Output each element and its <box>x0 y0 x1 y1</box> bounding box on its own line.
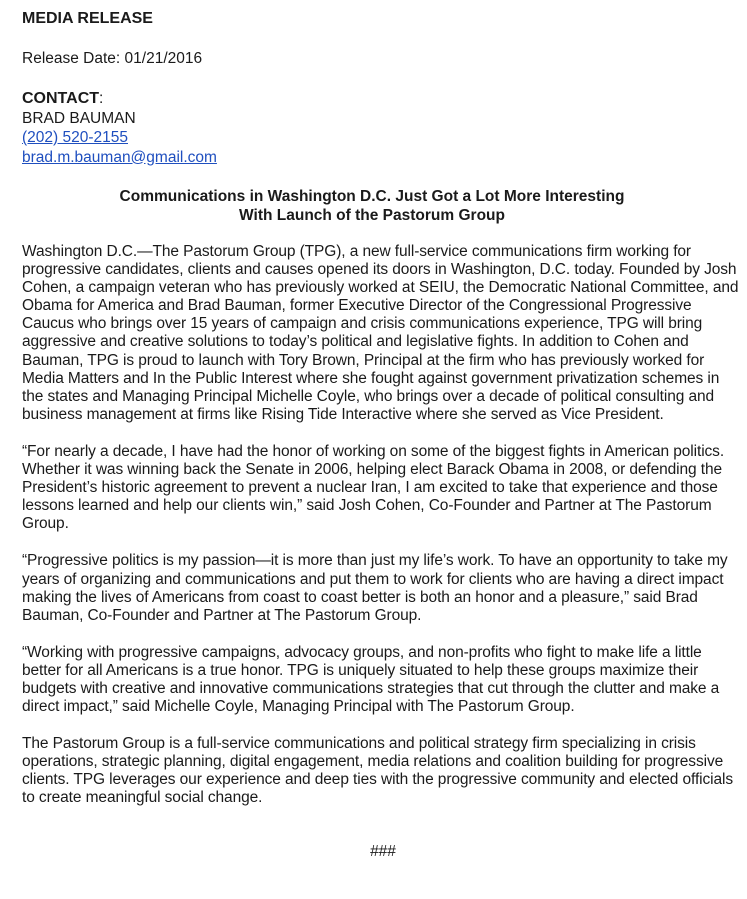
body-paragraph-cohen-quote: “For nearly a decade, I have had the honor of working on some of the biggest fights in American politics. Whether it was winning back the Senate in 2006, helping elect Barack Obama in 2008, or defending the President’s historic agreement to prevent a nuclear Iran, I am excited to take that experience and those lessons learned and help our clients win,” said Josh Cohen, Co-Founder and Partner at The Pastorum Group. <box>22 442 725 533</box>
contact-email-link[interactable]: brad.m.bauman@gmail.com <box>22 148 217 166</box>
body-paragraph-coyle-quote: “Working with progressive campaigns, advocacy groups, and non-profits who fight to make life a little better for all Americans is a true honor. TPG is uniquely situated to help these groups maximize their budgets with creative and innovative communications strategies that cut through the clutter and make a direct impact,” said Michelle Coyle, Managing Principal with The Pastorum Group. <box>22 643 720 716</box>
headline-line-2: With Launch of the Pastorum Group <box>239 207 505 224</box>
end-mark: ### <box>370 842 396 860</box>
contact-block <box>22 89 744 167</box>
media-release-label: MEDIA RELEASE <box>22 10 153 27</box>
contact-colon: : <box>99 90 104 107</box>
contact-phone-line <box>22 128 744 148</box>
body-paragraph-bauman-quote: “Progressive politics is my passion—it is more than just my life’s work. To have an opportunity to take my years of organizing and communications and put them to work for clients who are having a direct impact making the lives of Americans from coast to coast better is both an honor and a pleasure,” said Brad Bauman, Co-Founder and Partner at The Pastorum Group. <box>22 552 728 624</box>
media-release-document <box>22 9 744 861</box>
contact-phone-link[interactable]: (202) 520-2155 <box>22 129 128 146</box>
contact-name: BRAD BAUMAN <box>22 109 136 127</box>
headline <box>22 187 722 225</box>
contact-email-line <box>22 148 744 168</box>
headline-line-1: Communications in Washington D.C. Just Got a Lot More Interesting <box>119 188 625 205</box>
contact-label: CONTACT <box>22 90 100 107</box>
body-paragraph-intro: Washington D.C.—The Pastorum Group (TPG), a new full-service communications firm working for progressive candidates, clients and causes opened its doors in Washington, D.C. today. Founded by Josh Cohen, a campaign veteran who has previously worked at SEIU, the Democratic National Committee, and Obama for America and Brad Bauman, former Executive Director of the Congressional Progressive Caucus who brings over 15 years of campaign and crisis communications experience, TPG will bring aggressive and creative solutions to today’s political and legislative fights. In addition to Cohen and Bauman, TPG is proud to launch with Tory Brown, Principal at the firm who has previously worked for Media Matters and In the Public Interest where she fought against government privatization schemes in the states and Managing Principal Michelle Coyle, who brings over a decade of political consulting and business management at firms like Rising Tide Interactive where she served as Vice President. <box>22 243 739 423</box>
body-paragraph-about: The Pastorum Group is a full-service communications and political strategy firm specializing in crisis operations, strategic planning, digital engagement, media relations and coalition building for progressive clients. TPG leverages our experience and deep ties with the progressive community and elected officials to create meaningful social change. <box>22 735 734 807</box>
contact-heading <box>22 89 744 109</box>
release-date: Release Date: 01/21/2016 <box>22 50 203 67</box>
